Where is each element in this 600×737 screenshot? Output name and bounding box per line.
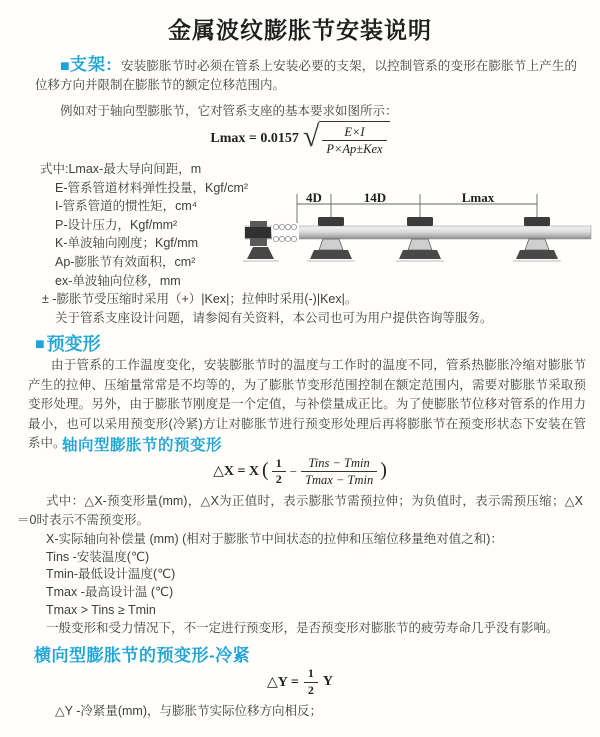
support-example-line: 例如对于轴向型膨胀节，它对管系支座的基本要求如图所示： <box>60 104 398 118</box>
lateral-note: △Y -冷紧量(mm)，与膨胀节实际位移方向相反； <box>55 704 323 718</box>
guide-support <box>307 217 355 262</box>
fraction-denominator: P×Ap±Kex <box>326 142 383 157</box>
consult-note: 关于管系支座设计问题，请参阅有关资料，本公司也可为用户提供咨询等服务。 <box>55 311 493 325</box>
half-denominator: 2 <box>275 472 282 487</box>
definition-line: 式中:Lmax-最大导向间距，m <box>40 162 202 176</box>
lateral-formula <box>0 666 600 698</box>
variable-line: Tmin-最低设计温度(℃) <box>46 567 176 582</box>
definition-line: I-管系管道的惯性矩，cm⁴ <box>55 199 198 214</box>
lmax-formula-lhs: Lmax = 0.0157 <box>210 131 299 147</box>
predeform-body: 由于管系的工作温度变化，安装膨胀节时的温度与工作时的温度不同，管系热膨胀冷缩对膨胀节产生的拉伸、压缩量常常是不均等的，为了膨胀节变形范围控制在额定范围内，需要对膨胀节采取预变形处理。另外，由于膨胀节刚度是一个定值，与补偿量成正比。为了使膨胀节位移对管系的作用力最小，也可以采用预变形(冷紧)方让对膨胀节进行预变形处理后再将膨胀节在预变形状态下安装在管系中。 <box>28 358 586 450</box>
variable-line: Tins -安装温度(℃) <box>46 549 150 564</box>
bellows <box>272 223 299 243</box>
axial-footnote: 一般变形和受力情况下，不一定进行预变形，是否预变形对膨胀节的疲劳寿命几乎没有影响。 <box>46 620 559 635</box>
section-marker-icon: ■ <box>35 336 45 353</box>
half-numerator: 1 <box>304 666 318 683</box>
fraction-numerator: Tins − Tmin <box>301 455 377 472</box>
section-marker-icon: ■ <box>60 58 70 75</box>
axial-heading: 轴向型膨胀节的预变形 <box>62 437 223 454</box>
lmax-fraction <box>322 124 386 158</box>
definition-line: P-设计压力，Kgf/mm² <box>55 217 178 232</box>
half-denominator: 2 <box>307 682 314 697</box>
axial-formula-lhs: △X = X <box>213 464 260 480</box>
definition-line: K-单波轴向刚度；Kgf/mm <box>55 236 199 251</box>
minus-operator: − <box>289 463 298 479</box>
support-intro-paragraph <box>35 55 577 95</box>
dim-label-4d: 4D <box>306 190 322 205</box>
axial-formula <box>0 455 600 489</box>
radical-icon: √ <box>302 120 320 154</box>
close-paren: ) <box>380 459 387 482</box>
definition-line: ex-单波轴向位移，mm <box>55 273 181 288</box>
half-fraction <box>272 456 286 488</box>
pipe-support-diagram <box>243 190 595 270</box>
axial-explanation: 式中：△X-预变形量(mm)，△X为正值时，表示膨胀节需预拉伸；为负值时，表示需预压缩；△X＝0时表示不需预变形。 <box>17 494 583 527</box>
dim-label-lmax: Lmax <box>461 190 495 205</box>
radicand <box>319 121 389 158</box>
temperature-fraction <box>301 455 377 489</box>
half-fraction <box>304 666 318 698</box>
definition-line: Ap-膨胀节有效面积，cm² <box>55 254 196 269</box>
half-numerator: 1 <box>272 456 286 473</box>
lateral-heading: 横向型膨胀节的预变形-冷紧 <box>34 646 251 665</box>
axial-variables-list <box>46 531 559 637</box>
variable-line: Tmax -最高设计温 (℃) <box>46 585 174 600</box>
fraction-denominator: Tmax − Tmin <box>305 473 374 488</box>
fraction-numerator: E×I <box>322 124 386 141</box>
support-intro-text: 安装膨胀节时必须在管系上安装必要的支架，以控制管系的变形在膨胀节上产生的位移方向并限制在膨胀节的额定位移范围内。 <box>35 59 577 92</box>
dim-label-14d: 14D <box>363 190 387 205</box>
lateral-formula-rhs: Y <box>322 674 333 690</box>
definition-line: E-管系管道材料弹性投量，Kgf/cm² <box>55 180 249 195</box>
guide-support <box>396 217 444 262</box>
guide-support <box>513 217 561 262</box>
page-title: 金属波纹膨胀节安装说明 <box>168 17 432 43</box>
variable-line: Tmax > Tins ≥ Tmin <box>46 602 156 617</box>
definition-line: ± -膨胀节受压缩时采用（+）|Kex|；拉伸时采用(-)|Kex|。 <box>42 292 358 307</box>
lmax-formula <box>0 121 600 158</box>
variable-line: X-实际轴向补偿量 (mm) (相对于膨胀节中间状态的拉伸和压缩位移量绝对值之和)： <box>46 532 503 546</box>
open-paren: ( <box>262 459 269 482</box>
support-section-heading: 支架: <box>69 55 113 74</box>
lateral-formula-lhs: △Y = <box>267 674 299 690</box>
predeform-heading-text: 预变形 <box>46 334 101 354</box>
predeform-heading <box>35 330 101 356</box>
